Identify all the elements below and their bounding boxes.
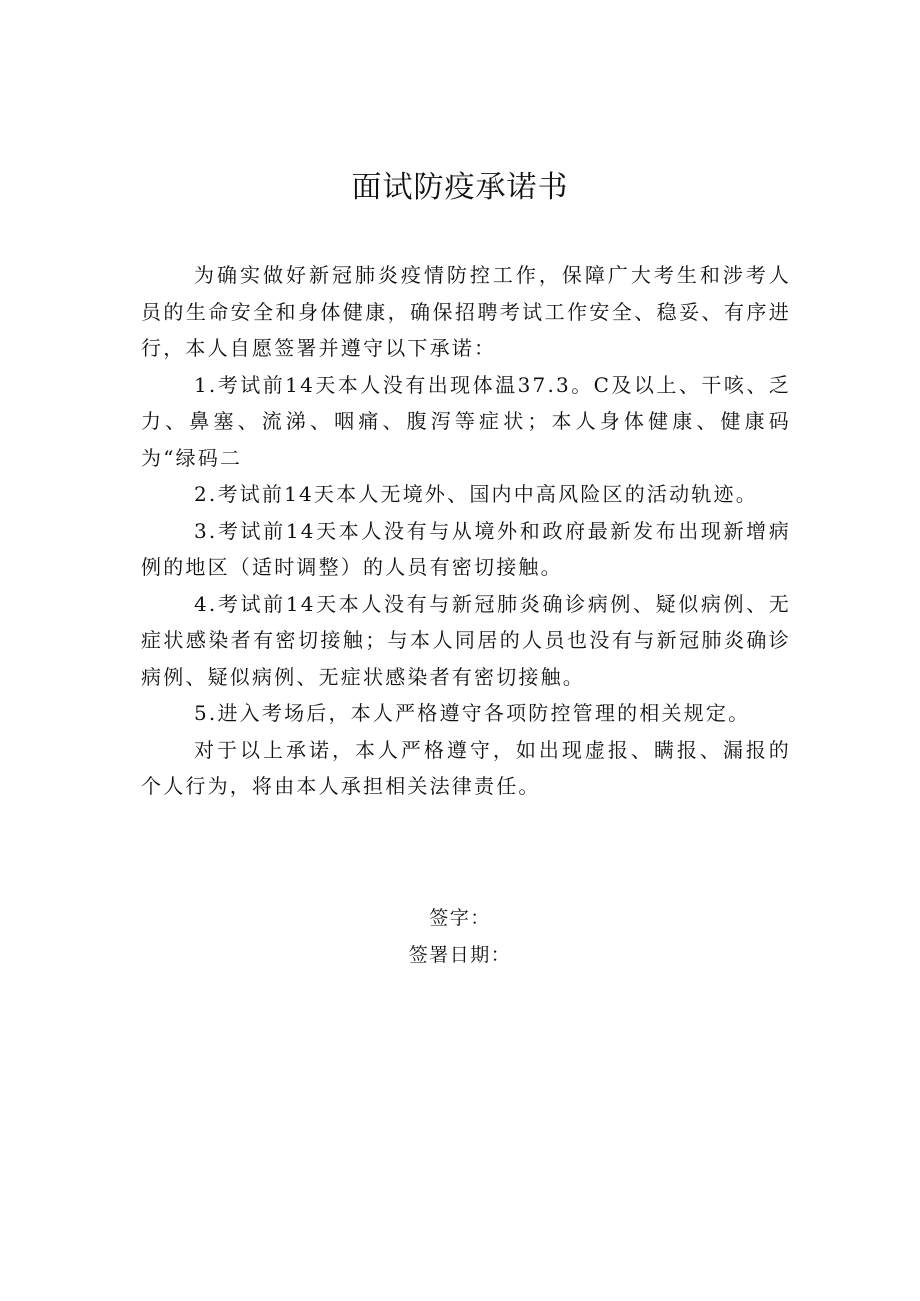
signature-date-label: 签署日期： [408, 944, 512, 966]
commitment-item-3: 3.考试前14天本人没有与从境外和政府最新发布出现新增病例的地区（适时调整）的人员有密切接触。 [141, 518, 791, 579]
signature-block [0, 900, 920, 974]
document-title: 面试防疫承诺书 [351, 170, 569, 205]
commitment-item-1: 1.考试前14天本人没有出现体温37.3。C及以上、干咳、乏力、鼻塞、流涕、咽痛、腹泻等症状；本人身体健康、健康码为“绿码二 [141, 372, 791, 470]
document-body [141, 257, 791, 805]
commitment-item-5: 5.进入考场后，本人严格遵守各项防控管理的相关规定。 [194, 701, 751, 725]
closing-paragraph: 对于以上承诺，本人严格遵守，如出现虚报、瞒报、漏报的个人行为，将由本人承担相关法律责任。 [141, 737, 791, 798]
commitment-item-2: 2.考试前14天本人无境外、国内中高风险区的活动轨迹。 [194, 482, 758, 506]
intro-paragraph: 为确实做好新冠肺炎疫情防控工作，保障广大考生和涉考人员的生命安全和身体健康，确保招聘考试工作安全、稳妥、有序进行，本人自愿签署并遵守以下承诺： [141, 263, 791, 360]
commitment-item-4: 4.考试前14天本人没有与新冠肺炎确诊病例、疑似病例、无症状感染者有密切接触；与本人同居的人员也没有与新冠肺炎确诊病例、疑似病例、无症状感染者有密切接触。 [141, 591, 791, 689]
signature-label: 签字： [429, 907, 491, 929]
